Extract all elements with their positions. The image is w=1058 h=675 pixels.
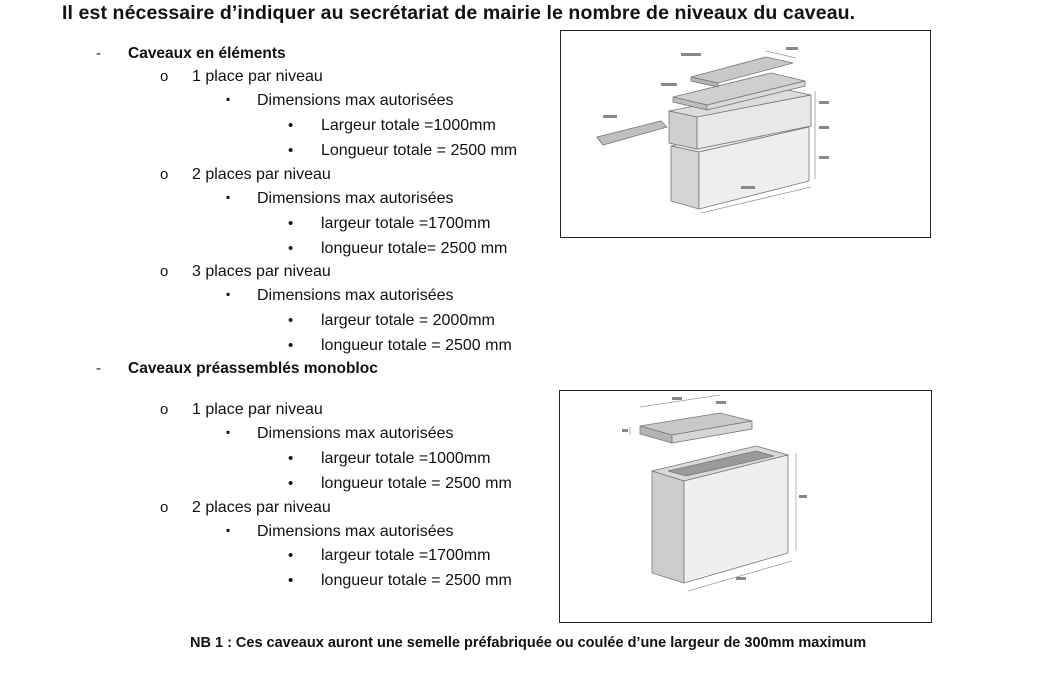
monobloc-vault-figure (559, 390, 932, 623)
dash-marker: - (96, 45, 101, 62)
bullet-marker: • (288, 337, 294, 354)
bullet-marker: • (288, 312, 294, 329)
option-label: 3 places par niveau (192, 263, 331, 280)
option-label: 1 place par niveau (192, 68, 323, 85)
length-value: longueur totale = 2500 mm (321, 572, 512, 589)
bullet-marker: • (288, 117, 294, 134)
option-label: 1 place par niveau (192, 401, 323, 418)
dims-label: Dimensions max autorisées (257, 92, 454, 109)
vault-elements-diagram-icon (561, 31, 929, 236)
monobloc-vault-diagram-icon (560, 391, 930, 621)
dims-label: Dimensions max autorisées (257, 425, 454, 442)
square-marker: ▪ (226, 92, 231, 106)
bullet-marker: • (288, 142, 294, 159)
circle-marker: o (160, 68, 169, 85)
section-heading-monobloc: Caveaux préassemblés monobloc (128, 360, 378, 377)
bullet-marker: • (288, 475, 294, 492)
dims-label: Dimensions max autorisées (257, 190, 454, 207)
option-label: 2 places par niveau (192, 499, 331, 516)
bullet-marker: • (288, 547, 294, 564)
bullet-marker: • (288, 450, 294, 467)
square-marker: ▪ (226, 287, 231, 301)
bullet-marker: • (288, 240, 294, 257)
dims-label: Dimensions max autorisées (257, 287, 454, 304)
page-title: Il est nécessaire d’indiquer au secrétariat de mairie le nombre de niveaux du caveau. (62, 2, 856, 24)
length-value: Longueur totale = 2500 mm (321, 142, 518, 159)
length-value: longueur totale= 2500 mm (321, 240, 508, 257)
square-marker: ▪ (226, 425, 231, 439)
length-value: longueur totale = 2500 mm (321, 475, 512, 492)
square-marker: ▪ (226, 190, 231, 204)
dash-marker: - (96, 360, 101, 377)
vault-elements-figure (560, 30, 931, 238)
bullet-marker: • (288, 572, 294, 589)
square-marker: ▪ (226, 523, 231, 537)
dims-label: Dimensions max autorisées (257, 523, 454, 540)
width-value: Largeur totale =1000mm (321, 117, 496, 134)
circle-marker: o (160, 263, 169, 280)
width-value: largeur totale =1700mm (321, 547, 491, 564)
circle-marker: o (160, 401, 169, 418)
width-value: largeur totale = 2000mm (321, 312, 495, 329)
width-value: largeur totale =1700mm (321, 215, 491, 232)
option-label: 2 places par niveau (192, 166, 331, 183)
length-value: longueur totale = 2500 mm (321, 337, 512, 354)
bullet-marker: • (288, 215, 294, 232)
width-value: largeur totale =1000mm (321, 450, 491, 467)
footnote: NB 1 : Ces caveaux auront une semelle préfabriquée ou coulée d’une largeur de 300mm maximum (190, 635, 867, 651)
circle-marker: o (160, 166, 169, 183)
circle-marker: o (160, 499, 169, 516)
section-heading-elements: Caveaux en éléments (128, 45, 286, 62)
